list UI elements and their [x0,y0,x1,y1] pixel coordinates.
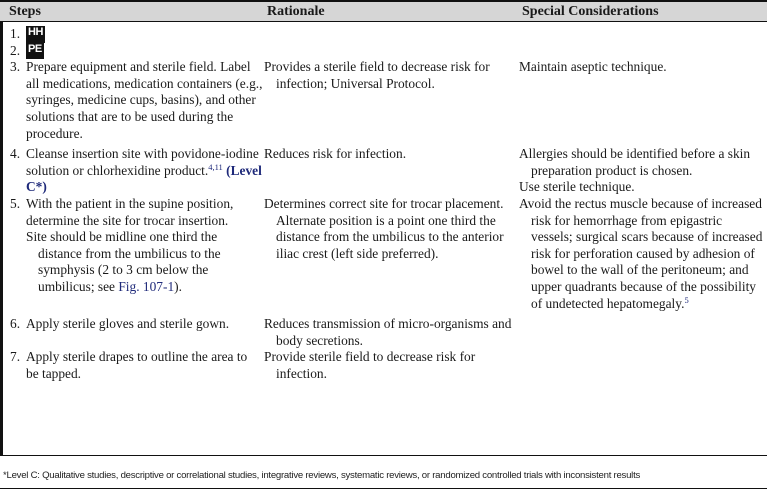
footnote: *Level C: Qualitative studies, descriptive or correlational studies, integrative reviews, systematic reviews, or randomized controlled trials with inconsistent results [3,470,641,481]
hand-hygiene-icon: HH [26,26,45,43]
step-text: With the patient in the supine position, determine the site for trocar insertion. [26,195,234,228]
bottom-rule [0,488,767,489]
reference-link[interactable]: 4,11 [208,161,223,172]
step-number: 4. [10,146,21,162]
protective-equipment-icon: PE [26,43,44,60]
table-row [3,43,767,60]
step-number: 2. [10,42,21,58]
table-row [3,59,767,142]
rationale-text: Reduces transmission of micro-organisms and body secretions. [264,316,512,348]
table-row [3,349,767,382]
table-header [0,0,767,22]
header-steps: Steps [9,4,41,19]
rationale-text: Determines correct site for trocar placement. Alternate position is a point one third the distance from the umbilicus to the anterior iliac crest (left side preferred). [264,195,504,261]
special-text: Avoid the rectus muscle because of increased risk for hemorrhage from epigastric vessels; surgical scars because of increased risk for perforation caused by adhesion of bowel to the wall of the peritoneum; and upper quadrants because of the possibility of undetected hepatomegaly. [519,195,763,311]
step-number: 6. [10,316,21,332]
step-note-end: ). [174,278,182,294]
step-text: Apply sterile gloves and sterile gown. [26,316,230,332]
header-special: Special Considerations [522,4,659,19]
step-note: Site should be midline one third the distance from the umbilicus to the symphysis (2 to 3 cm below the umbilicus; see [26,229,221,294]
step-text: Prepare equipment and sterile field. Label all medications, medication containers (e.g., syringes, medicine cups, basins), and other solutions that are to be used during the procedure. [26,59,263,141]
step-number: 7. [10,349,21,365]
special-text: Maintain aseptic technique. [519,59,667,75]
table-row [3,196,767,312]
step-text: Apply sterile drapes to outline the area to be tapped. [26,349,248,381]
step-text: Cleanse insertion site with povidone-iodine solution or chlorhexidine product. [26,146,259,178]
evidence-level: (Level C*) [26,162,262,195]
special-text: Allergies should be identified before a skin preparation product is chosen. [519,146,751,178]
header-rationale: Rationale [267,4,325,19]
step-number: 1. [10,26,21,41]
special-text: Use sterile technique. [519,179,635,195]
footnote-divider [0,455,767,456]
table-row [3,26,767,43]
figure-link[interactable]: Fig. 107-1 [118,278,175,294]
rationale-text: Provide sterile field to decrease risk for infection. [264,349,476,381]
step-number: 5. [10,195,21,211]
rationale-text: Provides a sterile field to decrease risk for infection; Universal Protocol. [264,59,490,91]
table-row [3,142,767,196]
procedure-table [3,26,767,382]
rationale-text: Reduces risk for infection. [264,146,407,162]
table-row [3,312,767,349]
step-number: 3. [10,59,21,75]
reference-link[interactable]: 5 [684,294,689,305]
